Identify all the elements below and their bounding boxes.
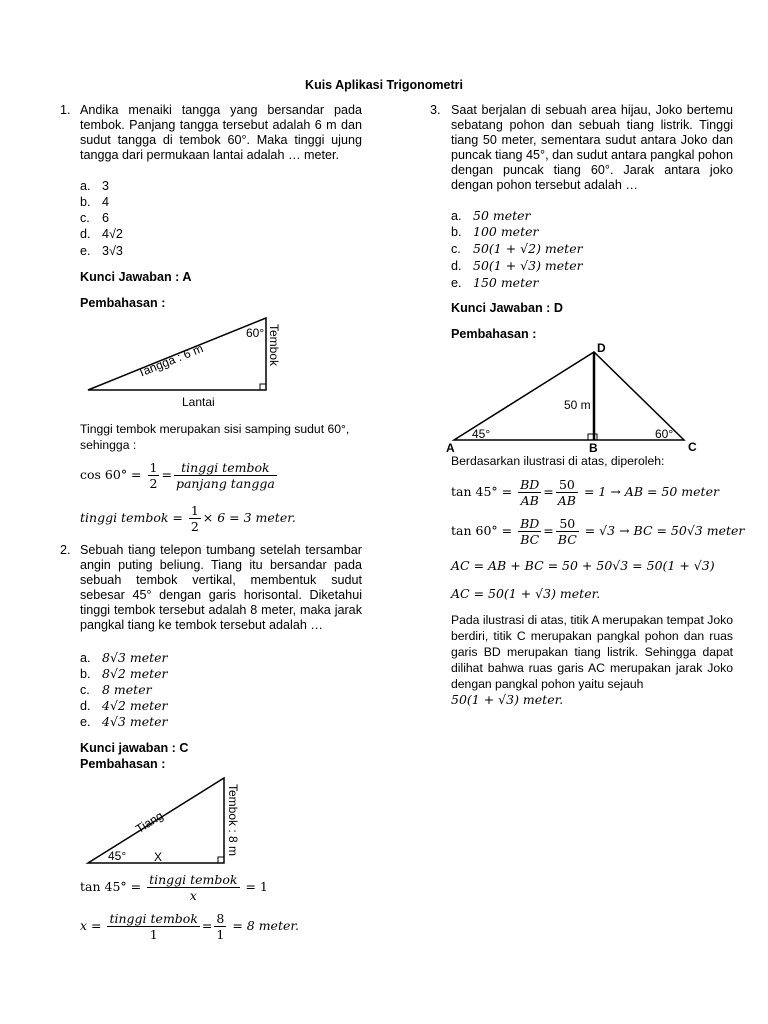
- q3-option-c: c. 50(1 + √2) meter: [451, 241, 583, 256]
- q1-hyp-label: Tangga : 6 m: [135, 341, 206, 381]
- q1-option-d: d. 4√2: [80, 227, 123, 241]
- q2-option-a: a. 8√3 meter: [80, 650, 168, 665]
- q2-text: Sebuah tiang telepon tumbang setelah tersambar angin puting beliung. Tiang itu bersandar pada sebuah tembok vertikal, membentuk sudut sebesar 45° dengan garis horisontal. Diketahui tinggi tembok tersebut adalah 8 meter, maka jarak pangkal tiang ke tembok tersebut adalah …: [80, 543, 362, 632]
- q2-option-c: c. 8 meter: [80, 682, 152, 697]
- q3-equation-2: tan 60° = $\frac{BD}{BC}$ = $\frac{50}{BC}$ = √3 → BC = 50√3 meter: [451, 516, 745, 547]
- q3-options: [451, 208, 711, 291]
- q1-equation-1: cos 60° = $\frac{1}{2}$ = $\frac{\text{tinggi tembok}}{\text{panjang tangga}}$: [80, 460, 275, 491]
- q2-number: 2.: [60, 543, 71, 557]
- q1-option-e: e. 3√3: [80, 244, 123, 258]
- q1-number: 1.: [60, 103, 71, 117]
- q3-discussion-label: Pembahasan :: [451, 327, 537, 341]
- q2-equation-2: x = $\frac{\text{tinggi tembok}}{1}$ = $\frac{8}{1}$ = 8 meter.: [80, 911, 299, 942]
- q2-option-b: b. 8√2 meter: [80, 666, 168, 681]
- q3-conclusion: Pada ilustrasi di atas, titik A merupakan tempat Joko berdiri, titik C merupakan pangkal pohon dan ruas garis BD merupakan tiang listrik. Sehingga dapat dilihat bahwa ruas garis AC merupakan jarak Joko dengan pangkal pohon yaitu sejauh: [451, 613, 733, 691]
- q3-right-angle-mark: [588, 434, 597, 440]
- q1-option-b: b. 4: [80, 195, 110, 209]
- q3-text: Saat berjalan di sebuah area hijau, Joko bertemu sebatang pohon dan sebuah tiang listrik. Tinggi tiang 50 meter, sementara sudut antara Joko dan puncak tiang 45°, dan sudut antara pangkal pohon dengan puncak tiang 60°. Jarak antara joko dengan pohon tersebut adalah …: [451, 103, 733, 192]
- q3-answer-key: Kunci Jawaban : D: [451, 301, 563, 315]
- q1-option-a: a. 3: [80, 179, 110, 193]
- q3-angle-45-label: 45°: [472, 427, 491, 441]
- q3-option-e: e. 150 meter: [451, 275, 539, 290]
- q2-options: [80, 650, 280, 730]
- q3-equation-4: AC = 50(1 + √3) meter.: [451, 586, 601, 601]
- q1-answer-key: Kunci Jawaban : A: [80, 270, 192, 284]
- q3-equation-1: tan 45° = $\frac{BD}{AB}$ = $\frac{50}{AB}$ = 1 → AB = 50 meter: [451, 477, 719, 508]
- q2-option-e: e. 4√3 meter: [80, 714, 168, 729]
- q3-label-b: B: [589, 441, 598, 455]
- q2-x-label: X: [154, 850, 163, 864]
- q2-hyp-label: Tiang: [133, 808, 166, 836]
- q3-label-d: D: [597, 341, 606, 355]
- q1-explanation: Tinggi tembok merupakan sisi samping sudut 60°, sehingga :: [80, 422, 350, 452]
- q3-number: 3.: [430, 103, 441, 117]
- q3-option-d: d. 50(1 + √3) meter: [451, 258, 583, 273]
- q3-equation-3: AC = AB + BC = 50 + 50√3 = 50(1 + √3): [451, 558, 715, 573]
- q1-option-c: c. 6: [80, 211, 110, 225]
- q2-option-d: d. 4√2 meter: [80, 698, 168, 713]
- q3-conclusion-end: 50(1 + √3) meter.: [451, 692, 564, 707]
- q1-right-angle-mark: [260, 384, 266, 390]
- q2-wall-label: Tembok : 8 m: [226, 784, 240, 857]
- q1-discussion-label: Pembahasan :: [80, 296, 166, 310]
- q1-floor-label: Lantai: [182, 395, 215, 409]
- q3-option-a: a. 50 meter: [451, 208, 531, 223]
- q2-angle-label: 45°: [108, 849, 127, 863]
- q2-right-angle-mark: [218, 857, 224, 863]
- q2-equation-1: tan 45° = $\frac{\text{tinggi tembok}}{x}$ = 1: [80, 872, 268, 903]
- q2-answer-key: Kunci jawaban : C: [80, 741, 189, 755]
- q3-angle-60-label: 60°: [655, 427, 674, 441]
- q3-triangle-figure: [444, 340, 704, 455]
- q1-angle-label: 60°: [246, 326, 265, 340]
- q3-option-b: b. 100 meter: [451, 224, 539, 239]
- page-title: Kuis Aplikasi Trigonometri: [305, 78, 463, 92]
- q3-label-c: C: [688, 440, 697, 454]
- q2-discussion-label: Pembahasan :: [80, 757, 166, 771]
- q3-label-a: A: [446, 441, 455, 455]
- q3-intro: Berdasarkan ilustrasi di atas, diperoleh:: [451, 454, 665, 468]
- q1-triangle-figure: [80, 310, 300, 410]
- q3-height-label: 50 m: [564, 398, 591, 412]
- q1-equation-2: tinggi tembok = $\frac{1}{2}$ × 6 = 3 meter.: [80, 503, 296, 534]
- q2-triangle-figure: [80, 770, 250, 870]
- q1-text: Andika menaiki tangga yang bersandar pada tembok. Panjang tangga tersebut adalah 6 m dan sudut tangga di tembok 60°. Maka tinggi ujung tangga dari permukaan lantai adalah … meter.: [80, 103, 362, 162]
- q1-options: [80, 179, 280, 261]
- q1-wall-label: Tembok: [267, 324, 281, 367]
